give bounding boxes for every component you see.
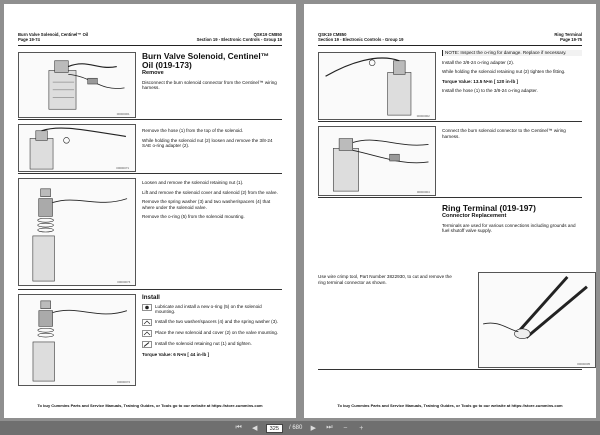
left-page: [4, 4, 296, 418]
first-page-icon[interactable]: ⏮: [235, 424, 242, 431]
right-footer: To buy Cummins Parts and Service Manuals, Training Guides, or Tools go to our website at https://store.cummins.com: [337, 403, 563, 408]
pdf-toolbar: [0, 421, 600, 435]
zoom-out-icon[interactable]: −: [343, 424, 348, 432]
right-header-left: QSK19 CM850 Section 19 - Electronic Controls - Group 19: [318, 32, 404, 43]
left-header-left: Burn Valve Solenoid, Centinel™ Oil Page 19-74: [18, 32, 89, 43]
ring-terminal-intro: [318, 200, 582, 252]
step-text: Remove the spring washer (3) and two washer/spacers (4) that where under the solenoid valve.: [142, 199, 271, 210]
figure-solenoid-exploded: [18, 178, 136, 286]
subtitle: Connector Replacement: [442, 213, 507, 219]
step-text: Connect the burn solenoid connector to the Centinel™ wiring harness.: [442, 128, 566, 139]
torque-value: Torque Value: 13.5 N•m [ 120 in-lb ]: [442, 78, 519, 84]
note-text: NOTE: Inspect the o-ring for damage. Replace if necessary.: [442, 50, 582, 56]
section-title: Burn Valve Solenoid, Centinel™ Oil (019-173): [142, 51, 270, 70]
fig-id: 00000073: [117, 280, 131, 285]
remove-block-2: [18, 122, 282, 174]
section-title: Ring Terminal (019-197): [442, 203, 536, 213]
wrench-icon: [142, 341, 152, 348]
figure-crimp-tool: [478, 272, 596, 368]
step-text: Remove the o-ring (5) from the solenoid mounting.: [142, 214, 245, 220]
install-step-row: Install the two washer/spacers (4) and the spring washer (3).: [142, 319, 282, 326]
fig-id: 00000071: [116, 166, 130, 171]
fig-id: 00000005: [577, 362, 591, 367]
header-rule: [318, 45, 582, 46]
install-step-row: Place the new solenoid and cover (2) on the valve mounting.: [142, 330, 282, 337]
step-text: Disconnect the burn solenoid connector from the Centinel™ wiring harness.: [142, 79, 277, 91]
page-total: / 680: [288, 425, 303, 431]
step-text: Remove the hose (1) from the top of the solenoid.: [142, 128, 244, 133]
right-header-right: Ring Terminal Page 19-75: [554, 32, 582, 43]
page-number-input[interactable]: 325: [266, 424, 283, 433]
left-header-right: QSK19 CM850 Section 19 - Electronic Controls - Group 19: [196, 32, 282, 43]
step-text: Install the 3/8-24 o-ring adapter (2).: [442, 59, 515, 65]
connect-block: [318, 124, 582, 198]
install-heading: Install: [142, 294, 160, 301]
step-text: Use wire crimp tool, Part Number 3822930, to cut and remove the ring terminal connector as shown.: [318, 274, 452, 285]
left-footer: To buy Cummins Parts and Service Manuals, Training Guides, or Tools go to our website at https://store.cummins.com: [37, 403, 263, 408]
step-text: Loosen and remove the solenoid retaining nut (1).: [142, 180, 244, 185]
install-block: [18, 292, 282, 388]
figure-adapter-install: [318, 52, 436, 120]
right-page: [304, 4, 596, 418]
header-rule: [18, 45, 282, 46]
step-text: While holding the solenoid retaining nut (2) tighten the fitting.: [442, 69, 566, 75]
remove-block-1: [18, 50, 282, 120]
install-step-row: Install the solenoid retaining nut (1) and tighten.: [142, 341, 282, 348]
fig-id: 00000002: [416, 114, 430, 119]
crimp-block: [318, 270, 591, 370]
zoom-in-icon[interactable]: +: [359, 424, 364, 432]
torque-value: Torque Value: 6 N•m [ 44 in-lb ]: [142, 351, 210, 357]
fig-id: 00000004: [416, 190, 430, 195]
remove-block-3: [18, 176, 282, 290]
install-step-row: Lubricate and install a new o-ring (5) on the solenoid mounting.: [142, 304, 282, 315]
hand-install-icon: [142, 319, 152, 326]
figure-solenoid-install: [18, 294, 136, 386]
desc-text: Terminals are used for various connections including grounds and fuel shutoff valve supply.: [442, 222, 576, 234]
fig-id: 00000072: [117, 380, 131, 385]
step-text: Lift and remove the solenoid cover and solenoid (2) from the valve.: [142, 189, 278, 195]
figure-connector-wiring: [318, 126, 436, 196]
hand-install-icon: [142, 330, 152, 337]
figure-solenoid-connector: [18, 52, 136, 118]
install-cont-block: [318, 50, 582, 122]
prev-page-icon[interactable]: ◀: [251, 425, 258, 432]
fig-id: 00000001: [116, 112, 130, 117]
figure-hose-removal: [18, 124, 136, 172]
step-text: Install the hose (1) to the 3/8-24 o-ring adapter.: [442, 88, 538, 94]
lubricate-icon: [142, 304, 152, 311]
next-page-icon[interactable]: ▶: [310, 425, 317, 432]
step-text: While holding the solenoid nut (2) loosen and remove the 3/8-24 SAE o-ring adapter (2).: [142, 137, 273, 149]
last-page-icon[interactable]: ⏭: [326, 424, 333, 431]
remove-heading: Remove: [142, 70, 164, 76]
